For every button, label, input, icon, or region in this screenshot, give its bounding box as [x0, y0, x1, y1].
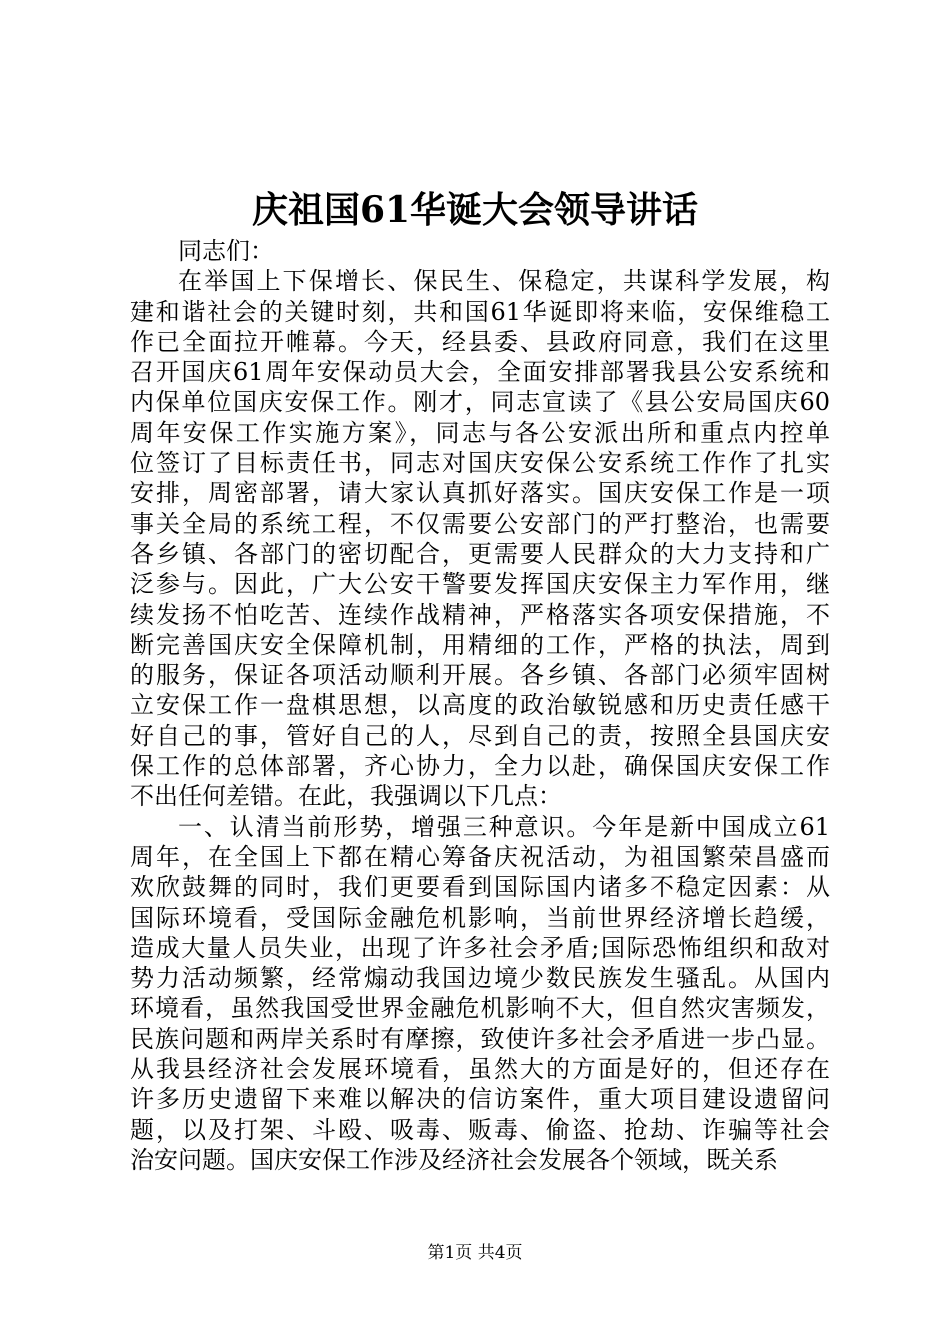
text-line: 民族问题和两岸关系时有摩擦，致使许多社会矛盾进一步凸显。: [130, 1024, 830, 1053]
text-line: 立安保工作一盘棋思想，以高度的政治敏锐感和历史责任感干: [130, 691, 830, 720]
text-line: 从我县经济社会发展环境看，虽然大的方面是好的，但还存在: [130, 1055, 830, 1084]
text-line: 题，以及打架、斗殴、吸毒、贩毒、偷盗、抢劫、诈骗等社会: [130, 1115, 830, 1144]
text-line: 环境看，虽然我国受世界金融危机影响不大，但自然灾害频发，: [130, 994, 830, 1023]
text-line: 各乡镇、各部门的密切配合，更需要人民群众的大力支持和广: [130, 539, 830, 568]
text-line: 内保单位国庆安保工作。刚才，同志宣读了《县公安局国庆60: [130, 388, 830, 417]
text-line: 安排，周密部署，请大家认真抓好落实。国庆安保工作是一项: [130, 479, 830, 508]
text-line: 国际环境看，受国际金融危机影响，当前世界经济增长趋缓，: [130, 903, 830, 932]
text-line: 不出任何差错。在此，我强调以下几点：: [130, 782, 562, 811]
text-line: 欢欣鼓舞的同时，我们更要看到国际国内诸多不稳定因素：从: [130, 873, 830, 902]
text-line: 造成大量人员失业，出现了许多社会矛盾;国际恐怖组织和敌对: [130, 933, 830, 962]
paragraph: [130, 266, 830, 811]
text-line: 召开国庆61周年安保动员大会，全面安排部署我县公安系统和: [130, 358, 830, 387]
text-line: 一、认清当前形势，增强三种意识。今年是新中国成立61: [178, 812, 830, 841]
text-line: 保工作的总体部署，齐心协力，全力以赴，确保国庆安保工作: [130, 752, 830, 781]
text-line: 好自己的事，管好自己的人，尽到自己的责，按照全县国庆安: [130, 721, 830, 750]
document-title: 庆祖国61华诞大会领导讲话: [251, 189, 699, 231]
text-line: 周年安保工作实施方案》，同志与各公安派出所和重点内控单: [130, 418, 830, 447]
text-line: 建和谐社会的关键时刻，共和国61华诞即将来临，安保维稳工: [130, 297, 830, 326]
text-line: 的服务，保证各项活动顺利开展。各乡镇、各部门必须牢固树: [130, 661, 830, 690]
document-body: [130, 236, 830, 1175]
page-footer: 第1页 共4页: [427, 1243, 523, 1263]
text-line: 势力活动频繁，经常煽动我国边境少数民族发生骚乱。从国内: [130, 964, 830, 993]
text-line: 断完善国庆安全保障机制，用精细的工作，严格的执法，周到: [130, 630, 830, 659]
paragraphs-container: [130, 266, 830, 1175]
text-line: 作已全面拉开帷幕。今天，经县委、县政府同意，我们在这里: [130, 327, 830, 356]
text-line: 治安问题。国庆安保工作涉及经济社会发展各个领域，既关系: [130, 1145, 778, 1174]
text-line: 位签订了目标责任书，同志对国庆安保公安系统工作作了扎实: [130, 449, 830, 478]
text-line: 周年，在全国上下都在精心筹备庆祝活动，为祖国繁荣昌盛而: [130, 842, 830, 871]
text-line: 在举国上下保增长、保民生、保稳定，共谋科学发展，构: [178, 267, 830, 296]
text-line: 许多历史遗留下来难以解决的信访案件，重大项目建设遗留问: [130, 1085, 830, 1114]
text-line: 续发扬不怕吃苦、连续作战精神，严格落实各项安保措施，不: [130, 600, 830, 629]
text-line: 泛参与。因此，广大公安干警要发挥国庆安保主力军作用，继: [130, 570, 830, 599]
salutation: 同志们：: [178, 237, 274, 265]
text-line: 事关全局的系统工程，不仅需要公安部门的严打整治，也需要: [130, 509, 830, 538]
paragraph: [130, 812, 830, 1176]
